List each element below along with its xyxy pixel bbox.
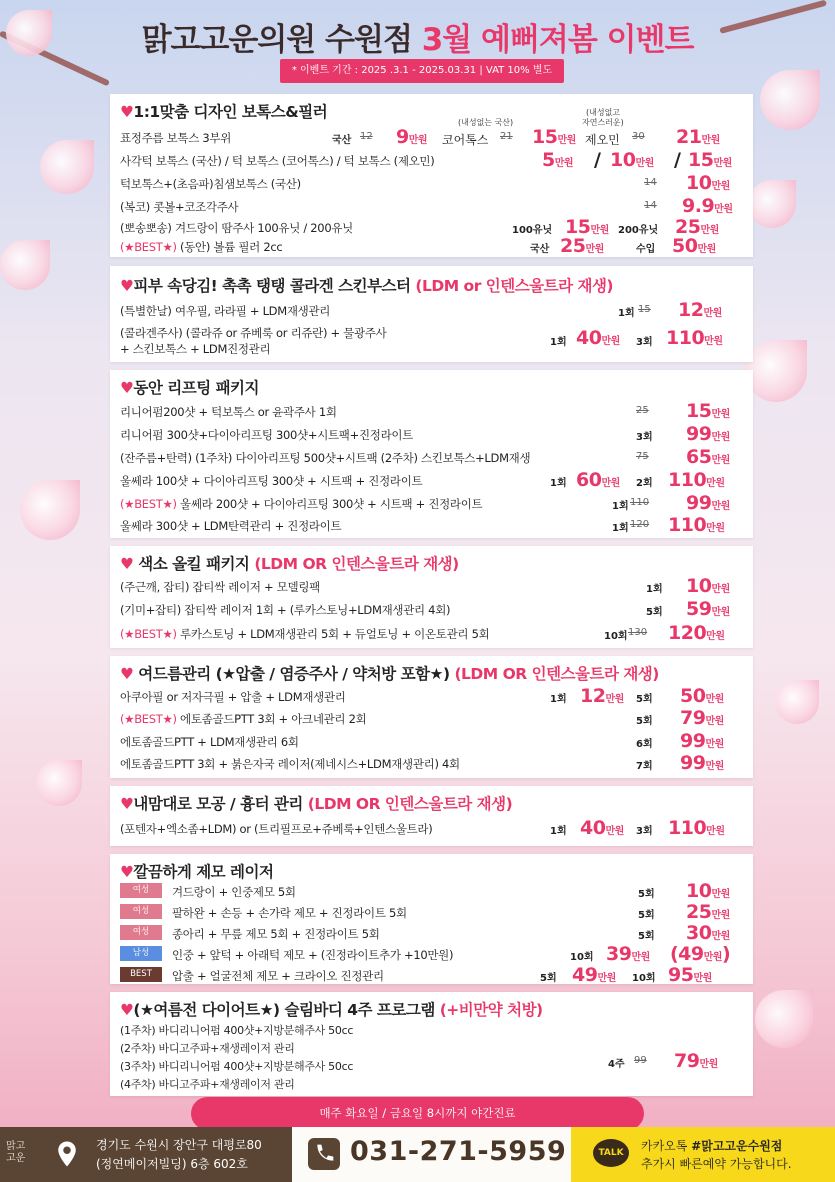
section-diet	[110, 992, 753, 1096]
sale-price: 99만원	[686, 492, 730, 514]
price-row	[120, 469, 743, 491]
sale-price: 9.9만원	[682, 195, 733, 217]
section-heading: ♥피부 속당김! 촉촉 탱탱 콜라겐 스킨부스터 (LDM or 인텐스울트라 재생)	[120, 277, 614, 295]
decor-petal	[775, 680, 819, 724]
item-name: (포텐자+엑소좀+LDM) or (트리필프로+쥬베룩+인텐스울트라)	[120, 822, 433, 836]
section-heading	[120, 100, 327, 122]
sale-price: 10만원	[686, 172, 730, 194]
type-label: 10회	[632, 973, 656, 984]
type-label: 국산	[530, 244, 550, 255]
original-price: 14	[644, 200, 657, 211]
section-heading: ♥ 여드름관리 (★압출 / 염증주사 / 약처방 포함★) (LDM OR 인텐스울트라 재생)	[120, 665, 659, 683]
sale-price: 30만원	[686, 922, 730, 944]
type-label: 3회	[636, 337, 653, 348]
price-row	[120, 730, 743, 752]
night-clinic-banner: 매주 화요일 / 금요일 8시까지 야간진료	[191, 1097, 644, 1130]
sale-price: 9만원	[396, 126, 428, 148]
type-label: 1회	[618, 308, 635, 319]
section-hair-removal	[110, 854, 753, 984]
type-label: 1회	[550, 337, 567, 348]
item-name: (★BEST★) 루카스토닝 + LDM재생관리 5회 + 듀얼토닝 + 이온토관리 5회	[120, 627, 490, 641]
sale-price-extra: (49만원)	[670, 943, 731, 965]
original-price: 120	[630, 519, 650, 530]
type-label: 5회	[646, 607, 663, 618]
phone-icon	[308, 1138, 340, 1170]
sale-price: 12만원	[580, 685, 624, 707]
item-name: 종아리 + 무릎 제모 5회 + 진정라이트 5회	[172, 927, 380, 941]
decor-petal	[755, 990, 813, 1048]
heart-icon: ♥	[120, 665, 134, 683]
type-label: 수입	[636, 244, 656, 255]
original-price: 130	[628, 627, 648, 638]
heart-icon: ♥	[120, 1001, 134, 1019]
title-main: 맑고고운의원 수원점	[141, 22, 412, 58]
gender-tag: 여성	[120, 904, 162, 919]
type-label: 5회	[638, 931, 655, 942]
original-price: 15	[638, 304, 651, 315]
price-row	[120, 964, 743, 986]
gender-tag: 여성	[120, 883, 162, 898]
decor-petal	[748, 180, 796, 228]
original-price: 21	[500, 131, 513, 142]
type-label: 1회	[646, 584, 663, 595]
price-row	[120, 235, 743, 257]
decor-petal	[745, 340, 807, 402]
item-name: (특별한날) 여우필, 라라필 + LDM재생관리	[120, 304, 331, 318]
price-row	[120, 1050, 743, 1072]
price-row	[120, 901, 743, 923]
original-price: 30	[632, 131, 645, 142]
heart-icon: ♥	[120, 795, 134, 813]
best-tag: BEST	[120, 967, 162, 982]
sale-price: 79만원	[680, 707, 724, 729]
price-row	[120, 880, 743, 902]
original-price: 75	[636, 451, 649, 462]
item-name: 겨드랑이 + 인중제모 5회	[172, 885, 296, 899]
type-label: 200유닛	[618, 225, 659, 236]
price-row	[120, 149, 743, 171]
sale-price: 50만원	[680, 685, 724, 707]
price-row	[120, 172, 743, 194]
sale-price: 79만원	[674, 1050, 718, 1072]
sale-price: 99만원	[680, 730, 724, 752]
type-label: 5회	[636, 716, 653, 727]
type-label: 10회	[604, 631, 628, 642]
price-row	[120, 943, 743, 965]
item-name: 압출 + 얼굴전체 제모 + 크라이오 진정관리	[172, 969, 384, 983]
sale-price: 25만원	[686, 901, 730, 923]
item-name: (기미+잡티) 잡티싹 레이저 1회 + (루카스토닝+LDM재생관리 4회)	[120, 603, 451, 617]
sale-price: 39만원	[606, 943, 650, 965]
price-row	[120, 446, 743, 468]
program-line: (3주차) 바디리니어펌 400샷+지방분해주사 50cc	[120, 1060, 354, 1073]
item-name: 울쎄라 100샷 + 다이아리프팅 300샷 + 시트팩 + 진정라이트	[120, 474, 423, 488]
program-line: (1주차) 바디리니어펌 400샷+지방분해주사 50cc	[120, 1024, 354, 1037]
item-name: (복코) 콧볼+코조각주사	[120, 200, 239, 214]
item-name: (뽀송뽀송) 겨드랑이 땀주사 100유닛 / 200유닛	[120, 221, 353, 235]
item-name: (주근깨, 잡티) 잡티싹 레이저 + 모델링팩	[120, 580, 320, 594]
note: 자연스러운)	[582, 118, 624, 127]
price-row	[120, 922, 743, 944]
address-line: 경기도 수원시 장안구 대평로80	[96, 1138, 262, 1152]
type-label: 1회	[612, 523, 629, 534]
event-period: * 이벤트 기간 : 2025 .3.1 - 2025.03.31 | VAT 10% 별도	[280, 59, 564, 83]
sale-price: 95만원	[668, 964, 712, 986]
sale-price: 59만원	[686, 598, 730, 620]
item-name: (콜라겐주사) (콜라쥬 or 쥬베룩 or 리쥬란) + 물광주사 + 스킨보톡스 + LDM진정관리	[120, 326, 387, 356]
price-row	[120, 622, 743, 644]
sale-price: 65만원	[686, 446, 730, 468]
sale-price: 15만원	[688, 149, 732, 171]
type-label: 5회	[636, 694, 653, 705]
item-name: 아쿠아필 or 저자극필 + 압출 + LDM재생관리	[120, 690, 346, 704]
price-row	[120, 321, 743, 357]
price-row	[120, 514, 743, 536]
section-heading: ♥내맘대로 모공 / 흉터 관리 (LDM OR 인텐스울트라 재생)	[120, 795, 513, 813]
type-label: 국산	[332, 135, 352, 146]
original-price: 110	[630, 497, 650, 508]
original-price: 12	[360, 131, 373, 142]
price-row	[120, 817, 743, 839]
type-label: 제오민	[585, 133, 620, 147]
decor-petal	[40, 140, 94, 194]
sale-price: 5만원	[542, 149, 574, 171]
heading-text: 1:1맞춤 디자인 보톡스&필러	[133, 103, 328, 121]
heart-icon: ♥	[120, 379, 134, 397]
gender-tag: 여성	[120, 925, 162, 940]
type-label: 코어톡스	[442, 133, 489, 147]
heart-icon: ♥	[120, 863, 134, 881]
kakao-note: 추가시 빠른예약 가능합니다.	[641, 1157, 792, 1171]
price-row	[120, 423, 743, 445]
sale-price: 60만원	[576, 469, 620, 491]
sale-price: 10만원	[686, 880, 730, 902]
sale-price: 15만원	[532, 126, 576, 148]
decor-petal	[760, 70, 820, 130]
footer	[0, 1127, 835, 1182]
location-pin-icon	[52, 1139, 82, 1169]
item-name: 인중 + 앞턱 + 아래턱 제모 + (진정라이트추가 +10만원)	[172, 948, 454, 962]
price-row	[120, 575, 743, 597]
item-name: 사각턱 보톡스 (국산) / 턱 보톡스 (코어톡스) / 턱 보톡스 (제오민)	[120, 154, 435, 168]
sale-price: 40만원	[576, 327, 620, 349]
price-row	[120, 400, 743, 422]
item-name: (★BEST★) 에토좀골드PTT 3회 + 아크네관리 2회	[120, 712, 367, 726]
sale-price: 15만원	[686, 400, 730, 422]
sale-price: 120만원	[668, 622, 725, 644]
item-name: 표정주름 보톡스 3부위	[120, 131, 232, 145]
type-label: 6회	[636, 739, 653, 750]
heart-icon: ♥	[120, 555, 134, 573]
type-label: 5회	[540, 973, 557, 984]
heart-icon: ♥	[120, 277, 134, 295]
item-name: 울쎄라 300샷 + LDM탄력관리 + 진정라이트	[120, 519, 342, 533]
note: (내성없는 국산)	[458, 118, 514, 127]
sale-price: 10만원	[610, 149, 654, 171]
sale-price: 110만원	[668, 469, 725, 491]
sale-price: 12만원	[678, 299, 722, 321]
price-row	[120, 299, 743, 321]
type-label: 3회	[636, 826, 653, 837]
type-label: 10회	[570, 952, 594, 963]
footer-kakao[interactable]	[571, 1127, 835, 1182]
price-row	[120, 195, 743, 217]
sale-price: 25만원	[675, 216, 719, 238]
item-name: 에토좀골드PTT 3회 + 붉은자국 레이저(제네시스+LDM재생관리) 4회	[120, 757, 460, 771]
footer-phone[interactable]	[292, 1127, 571, 1182]
type-label: 1회	[550, 826, 567, 837]
title-event: 3월 예뻐져봄 이벤트	[421, 22, 694, 58]
type-label: 7회	[636, 761, 653, 772]
decor-petal	[20, 480, 80, 540]
section-skinbooster	[110, 266, 753, 362]
original-price: 14	[644, 177, 657, 188]
type-label: 2회	[636, 478, 653, 489]
type-label: 1회	[612, 501, 629, 512]
item-name: 팔하완 + 손등 + 손가락 제모 + 진정라이트 5회	[172, 906, 407, 920]
original-price: 99	[634, 1055, 647, 1066]
item-name: 리니어펌200샷 + 턱보톡스 or 윤곽주사 1회	[120, 405, 337, 419]
sale-price: 10만원	[686, 575, 730, 597]
original-price: 25	[636, 405, 649, 416]
price-row	[120, 685, 743, 707]
sale-price: 40만원	[580, 817, 624, 839]
type-label: 4주	[608, 1059, 625, 1070]
clinic-logo: 맑고 고운	[6, 1141, 26, 1164]
kakao-talk-icon: TALK	[593, 1139, 629, 1167]
footer-address	[0, 1127, 292, 1182]
price-row	[120, 752, 743, 774]
sale-price: 99만원	[686, 423, 730, 445]
program-line: (2주차) 바디고주파+재생레이저 관리	[120, 1042, 295, 1055]
price-row	[120, 492, 743, 514]
sale-price: 99만원	[680, 752, 724, 774]
sale-price: 110만원	[668, 514, 725, 536]
page-title	[0, 14, 835, 59]
section-heading: ♥(★여름전 다이어트★) 슬림바디 4주 프로그램 (+비만약 처방)	[120, 1001, 543, 1019]
sale-price: 50만원	[672, 235, 716, 257]
sale-price: 15만원	[565, 216, 609, 238]
price-row	[120, 598, 743, 620]
decor-petal	[0, 240, 50, 290]
section-pore-scar	[110, 786, 753, 846]
address-line: (정연메이저빌딩) 6층 602호	[96, 1157, 248, 1171]
section-heading: ♥깔끔하게 제모 레이저	[120, 863, 274, 881]
divider: /	[674, 149, 681, 171]
item-name: 턱보톡스+(초음파)침샘보톡스 (국산)	[120, 177, 301, 191]
kakao-id: 카카오톡 #맑고고운수원점	[641, 1139, 783, 1153]
decor-petal	[36, 760, 82, 806]
item-name: 리니어펌 300샷+다이아리프팅 300샷+시트팩+진정라이트	[120, 428, 413, 442]
sale-price: 49만원	[572, 964, 616, 986]
sale-price: 110만원	[668, 817, 725, 839]
type-label: 5회	[638, 889, 655, 900]
sale-price: 25만원	[560, 235, 604, 257]
gender-tag: 남성	[120, 946, 162, 961]
item-name: (잔주름+탄력) (1주차) 다이아리프팅 500샷+시트팩 (2주차) 스킨보톡스+LDM재생	[120, 451, 531, 465]
price-row	[120, 707, 743, 729]
divider: /	[594, 149, 601, 171]
type-label: 1회	[550, 478, 567, 489]
item-name: (★BEST★) 울쎄라 200샷 + 다이아리프팅 300샷 + 시트팩 + 진정라이트	[120, 497, 483, 511]
section-heading: ♥ 색소 올킬 패키지 (LDM OR 인텐스울트라 재생)	[120, 555, 459, 573]
type-label: 1회	[550, 694, 567, 705]
heart-icon: ♥	[120, 103, 134, 121]
section-acne	[110, 656, 753, 778]
note: (내성없고	[586, 108, 621, 117]
section-heading: ♥동안 리프팅 패키지	[120, 379, 259, 397]
type-label: 5회	[638, 910, 655, 921]
sale-price: 110만원	[666, 327, 723, 349]
sale-price: 21만원	[676, 126, 720, 148]
type-label: 3회	[636, 432, 653, 443]
type-label: 100유닛	[512, 225, 553, 236]
phone-number[interactable]: 031-271-5959	[350, 1136, 567, 1167]
item-name: 에토좀골드PTT + LDM재생관리 6회	[120, 735, 299, 749]
section-pigment	[110, 546, 753, 648]
program-line: (4주차) 바디고주파+재생레이저 관리	[120, 1078, 295, 1091]
section-botox-filler	[110, 94, 753, 257]
item-name: (★BEST★) (동안) 볼륨 필러 2cc	[120, 240, 283, 254]
section-lifting	[110, 370, 753, 538]
